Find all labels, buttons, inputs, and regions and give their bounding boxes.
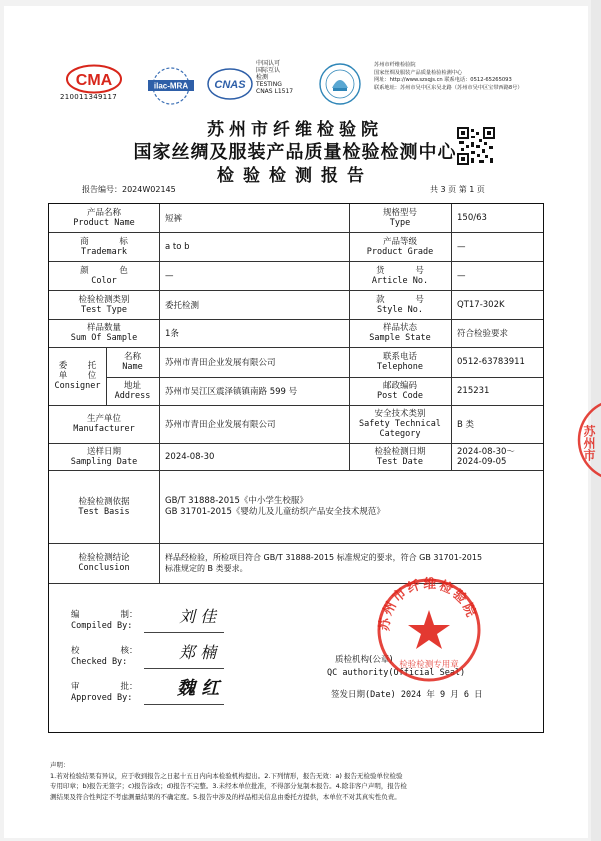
notes-title: 声明：: [50, 761, 70, 769]
cnas-info: [256, 60, 296, 95]
label-en: Compiled By:: [71, 621, 133, 631]
style-no-label: [349, 290, 451, 319]
style-no-value: QT17-302K: [457, 299, 505, 310]
compiled-signature: 刘 佳: [179, 607, 217, 626]
cnas-label: CNAS: [214, 79, 246, 91]
institute-info-line: 联系地址：苏州市吴中区东吴北路（苏州市吴中区宝带西路8号）: [374, 84, 523, 91]
cnas-info-line: CNAS L1517: [256, 88, 294, 95]
cma-number: 210011349117: [60, 93, 118, 101]
institute-info: [374, 62, 544, 92]
ilac-mra-logo: [146, 66, 196, 106]
stamp-arc-text: 苏州市纤维检验院: [377, 576, 479, 632]
sample-sum-value: 1条: [165, 329, 179, 339]
label-cn: 检验检测结论: [78, 553, 130, 563]
post-code-label: [349, 377, 451, 405]
test-date-end: 2024-09-05: [457, 456, 507, 467]
cnas-info-line: TESTING: [256, 81, 282, 88]
label-en: Color: [91, 275, 117, 286]
trademark-value: a to b: [165, 241, 190, 252]
test-basis-value: [159, 470, 543, 543]
cnas-info-line: 国际互认: [256, 67, 281, 74]
post-code-value: 215231: [457, 386, 490, 396]
qc-authority-cn: 质检机构(公章): [335, 655, 393, 665]
official-seal-stamp: [374, 575, 484, 685]
label-en: Product Grade: [366, 246, 434, 257]
test-date-start: 2024-08-30～: [457, 446, 515, 457]
label-en: Name: [122, 362, 143, 372]
label-en: Trademark: [80, 246, 128, 257]
label-en: Product Name: [73, 218, 135, 228]
institute-info-line: 苏州市纤维检验院: [374, 62, 416, 68]
telephone-value: 0512-63783911: [457, 357, 525, 367]
approved-signature: 魏 红: [177, 678, 220, 699]
label-en: Category: [379, 429, 421, 439]
label-cn: 检验检测类别: [78, 294, 130, 305]
report-number: 报告编号：2024W02145: [82, 185, 176, 194]
qc-authority-en: QC authority(Official Seal): [327, 668, 466, 678]
label-cn: 校 核：: [71, 646, 138, 656]
label-cn: 名称: [123, 352, 141, 362]
label-en: Sample State: [369, 333, 431, 343]
institute-info-line: 国家丝绸及服装产品质量检验检测中心: [374, 69, 463, 76]
label-en: Telephone: [376, 362, 424, 372]
sampling-date-value: 2024-08-30: [165, 451, 215, 462]
test-date-value: [451, 443, 543, 470]
label-en: Test Basis: [78, 506, 130, 517]
consigner-address-value: 苏州市吴江区震泽镇镇南路 599 号: [165, 387, 298, 397]
compiled-by-label: [71, 610, 137, 632]
institute-info-line: 网址：http://www.szsqjs.cn 联系电话：0512-65265093: [374, 77, 512, 83]
safety-category-label: [349, 405, 451, 443]
grade-value: —: [457, 241, 466, 252]
svg-text:CMA: CMA: [75, 72, 113, 89]
title-report: 检验检测报告: [217, 166, 373, 186]
label-cn: 检验检测日期: [374, 446, 426, 457]
label-cn: 送样日期: [86, 446, 121, 457]
label-en: Test Date: [376, 456, 424, 467]
telephone-label: [349, 347, 451, 377]
label-cn: 地址: [123, 381, 141, 391]
label-en: Conclusion: [78, 563, 130, 573]
notes-line: 1.若对检验结果有异议，应于收到报告之日起十五日内向本检验机构提出。2.下列情形，报告无效：a) 报告无检验单位检验: [50, 771, 403, 780]
test-type-label: [49, 290, 159, 319]
sample-sum-label: [49, 319, 159, 347]
label-en: Consigner: [54, 381, 101, 391]
test-basis-standard: GB 31701-2015《婴幼儿及儿童纺织产品安全技术规范》: [165, 506, 385, 517]
label-cn: 商 标: [80, 236, 128, 247]
side-stamp-text: 苏州市: [582, 425, 596, 461]
checked-by-label: [71, 646, 137, 668]
label-cn: 产品名称: [86, 208, 121, 218]
label-en: Approved By:: [71, 693, 133, 703]
test-type-value: 委托检测: [165, 300, 200, 311]
safety-category-value: B 类: [457, 420, 475, 430]
test-basis-label: [49, 470, 159, 543]
cnas-logo: [206, 67, 254, 101]
label-en: Address: [114, 391, 151, 401]
manufacturer-value: 苏州市青田企业发展有限公司: [165, 420, 276, 430]
consigner-label: [49, 347, 106, 405]
notes-line: 测结果及符合性判定不考虑测量结果的不确定度。5.报告中涉及的样品相关信息由委托方提供，本单位不对其真实性负责。: [50, 792, 401, 801]
label-cn: 联系电话: [382, 352, 417, 362]
label-en: Post Code: [376, 391, 424, 401]
product-name-value: 短裤: [165, 214, 183, 224]
label-cn: 安全技术类别: [374, 409, 426, 419]
label-cn: 颜 色: [80, 265, 128, 276]
conclusion-line: 样品经检验，所检项目符合 GB/T 31888-2015 标准规定的要求，符合 GB 31701-2015: [165, 553, 483, 562]
label-en: Test Type: [80, 304, 128, 315]
color-value: —: [165, 270, 174, 281]
checked-signature: 郑 楠: [179, 643, 217, 662]
label-cn: 编 制：: [71, 610, 138, 620]
stamp-sub-text: 检验检测专用章: [399, 660, 459, 670]
grade-label: [349, 232, 451, 261]
consigner-name-label: [106, 347, 159, 377]
side-seal-stamp: [575, 395, 601, 485]
title-institute: 苏州市纤维检验院: [207, 120, 383, 140]
label-cn: 委 托 单 位: [58, 361, 97, 381]
sample-state-value: 符合检验要求: [457, 329, 509, 339]
label-cn: 检验检测依据: [78, 496, 130, 507]
label-en: Article No.: [371, 275, 429, 286]
label-en: Sampling Date: [70, 456, 138, 467]
label-cn: 审 批：: [71, 682, 138, 692]
cma-logo: [66, 64, 122, 94]
label-cn: 货 号: [376, 265, 424, 276]
model-label: [349, 204, 451, 232]
label-cn: 样品数量: [86, 323, 121, 333]
label-en: Type: [389, 218, 411, 228]
label-cn: 生产单位: [86, 414, 121, 424]
sampling-date-label: [49, 443, 159, 470]
ilac-label: ilac-MRA: [153, 81, 189, 91]
consigner-address-label: [106, 377, 159, 405]
title-center: 国家丝绸及服装产品质量检验检测中心: [133, 142, 457, 163]
trademark-label: [49, 232, 159, 261]
institute-logo: [318, 62, 362, 106]
cnas-info-line: 中国认可: [256, 60, 281, 67]
color-label: [49, 261, 159, 290]
label-cn: 规格型号: [382, 208, 417, 218]
model-value: 150/63: [457, 213, 487, 223]
conclusion-label: [49, 543, 159, 583]
label-cn: 产品等级: [382, 236, 417, 247]
notes-line: 专用印章；b)报告无签字；c)报告涂改；d)报告不完整。3.未经本单位批准，不得部分复制本报告。4.除非客户声明，报告检: [50, 782, 407, 790]
label-en: Safety Technical: [359, 419, 441, 429]
label-en: Style No.: [376, 304, 424, 315]
issue-date: 签发日期(Date) 2024 年 9 月 6 日: [331, 690, 483, 700]
manufacturer-label: [49, 405, 159, 443]
article-no-label: [349, 261, 451, 290]
page-info: 共 3 页 第 1 页: [430, 185, 485, 194]
label-en: Sum Of Sample: [70, 333, 138, 343]
statement-notes: [50, 760, 550, 802]
product-name-label: [49, 204, 159, 232]
conclusion-line: 标准规定的 B 类要求。: [165, 564, 248, 573]
test-basis-standard: GB/T 31888-2015《中小学生校服》: [165, 495, 308, 506]
conclusion-value: [159, 543, 543, 583]
article-no-value: —: [457, 270, 466, 281]
approved-by-label: [71, 682, 137, 704]
label-en: Checked By:: [71, 657, 128, 667]
sample-state-label: [349, 319, 451, 347]
label-cn: 款 号: [376, 294, 424, 305]
test-date-label: [349, 443, 451, 470]
cnas-info-line: 检测: [256, 74, 269, 81]
label-cn: 邮政编码: [382, 381, 417, 391]
consigner-name-value: 苏州市青田企业发展有限公司: [165, 358, 276, 368]
label-en: Manufacturer: [73, 424, 135, 434]
label-cn: 样品状态: [382, 323, 417, 333]
